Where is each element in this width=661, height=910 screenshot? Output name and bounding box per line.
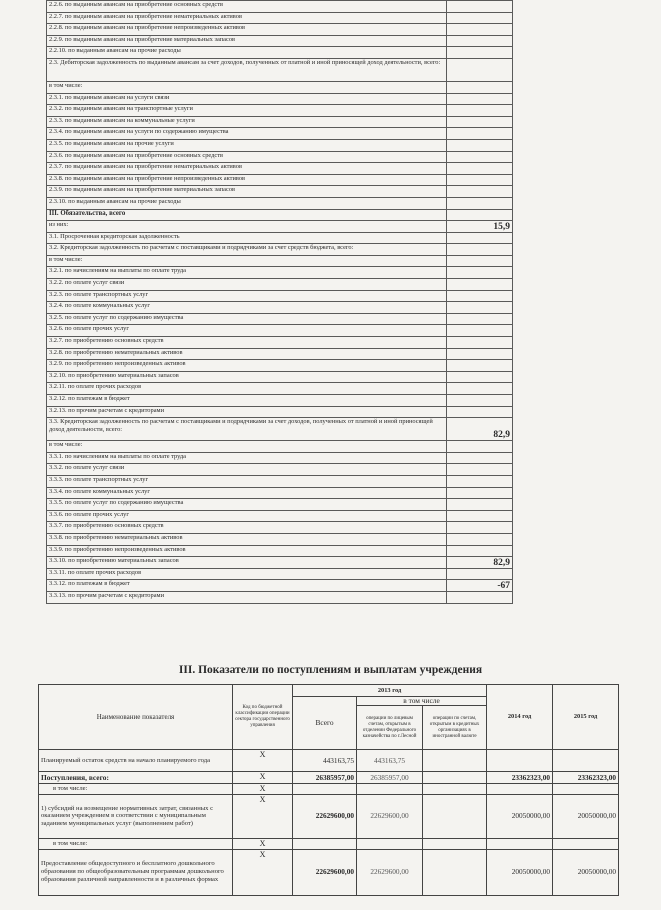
table-row [47,557,513,569]
table-row [39,794,619,838]
row-value [447,360,513,372]
row-credit-accounts [423,784,487,795]
row-value [447,395,513,407]
row-total: 26385957,00 [293,772,357,784]
row-credit-accounts [423,772,487,784]
table-row [47,475,513,487]
row-2015: 23362323,00 [553,772,619,784]
row-credit-accounts [423,849,487,895]
row-value: 82,9 [447,557,513,569]
row-value [447,348,513,360]
row-value [447,1,513,13]
row-label: 3.3.9. по приобретению непроизведенных активов [47,545,447,557]
row-label: 3.3.6. по оплате прочих услуг [47,510,447,522]
row-label: Предоставление общедоступного и бесплатного дошкольного образования по общеобразовательным программам дошкольного образования различной направленности и в различных формах [39,849,233,895]
row-value [447,487,513,499]
row-total: 22629600,00 [293,849,357,895]
row-label: 2.3.2. по выданным авансам на транспортные услуги [47,105,447,117]
row-value [447,174,513,186]
row-label: 1) субсидий на возмещение нормативных затрат, связанных с оказанием учреждением в соответствии с муниципальным заданием муниципальных услуг (выполнением работ) [39,794,233,838]
row-value [447,232,513,244]
row-value [447,24,513,36]
table-row [47,35,513,47]
row-label: 3.2.4. по оплате коммунальных услуг [47,302,447,314]
row-label: 2.3.4. по выданным авансам на услуги по содержанию имущества [47,128,447,140]
header-year-2014: 2014 год [487,685,553,750]
table-row [47,290,513,302]
table-row [39,784,619,795]
row-label: 2.3.9. по выданным авансам на приобретение материальных запасов [47,186,447,198]
table-row [47,452,513,464]
table-row [47,568,513,580]
row-label: Планируемый остаток средств на начало планируемого года [39,750,233,772]
table-row [47,163,513,175]
table-row [47,221,513,233]
row-value: 82,9 [447,418,513,441]
row-label: 3.3.5. по оплате услуг по содержанию имущества [47,499,447,511]
header-name: Наименование показателя [39,685,233,750]
row-2014 [487,750,553,772]
row-label: в том числе: [39,784,233,795]
row-value [447,139,513,151]
table-row [47,255,513,267]
row-label: в том числе: [39,838,233,849]
row-label: 2.3.7. по выданным авансам на приобретение нематериальных активов [47,163,447,175]
table-row [47,267,513,279]
table-row [47,510,513,522]
table-row [47,395,513,407]
row-label: 3.3.10. по приобретению материальных запасов [47,557,447,569]
row-value [447,313,513,325]
row-label: в том числе: [47,81,447,93]
row-value [447,35,513,47]
row-label: 3.2.7. по приобретению основных средств [47,337,447,349]
row-value [447,81,513,93]
row-credit-accounts [423,794,487,838]
row-label: в том числе: [47,255,447,267]
row-total: 22629600,00 [293,794,357,838]
row-value [447,209,513,221]
row-personal-accounts: 22629600,00 [357,849,423,895]
row-label: 3.3.11. по оплате прочих расходов [47,568,447,580]
row-2014 [487,838,553,849]
row-value [447,568,513,580]
row-label: 3.2.3. по оплате транспортных услуг [47,290,447,302]
table-row [47,1,513,13]
row-code: X [233,838,293,849]
table-row [47,337,513,349]
table-row [39,849,619,895]
row-label: 2.3.1. по выданным авансам на услуги связи [47,93,447,105]
row-2015: 20050000,00 [553,794,619,838]
table-row [47,197,513,209]
header-personal-accounts: операции по лицевым счетам, открытым в отделении Федерального казначейства по г.Лесной [357,706,423,750]
row-value [447,533,513,545]
row-total: 443163,75 [293,750,357,772]
row-code: X [233,794,293,838]
row-total [293,838,357,849]
table-row [47,464,513,476]
table-row [47,24,513,36]
table-row [47,47,513,59]
row-value [447,591,513,603]
row-value [447,186,513,198]
row-value [447,47,513,59]
header-including: в том числе [357,697,487,706]
row-2014 [487,784,553,795]
row-value [447,290,513,302]
row-code: X [233,750,293,772]
table-row [47,151,513,163]
row-label: 2.3.5. по выданным авансам на прочие услуги [47,139,447,151]
row-code: X [233,784,293,795]
header-year-2015: 2015 год [553,685,619,750]
row-label: 3.3.8. по приобретению нематериальных активов [47,533,447,545]
row-label: 2.2.7. по выданным авансам на приобретение нематериальных активов [47,12,447,24]
table-row [47,580,513,592]
table-row [39,750,619,772]
row-2015 [553,750,619,772]
table-row [47,174,513,186]
table-row [47,325,513,337]
row-value [447,510,513,522]
row-label: 3.2.11. по оплате прочих расходов [47,383,447,395]
row-label: 3.2.1. по начислениям на выплаты по оплате труда [47,267,447,279]
row-label: 3.3.4. по оплате коммунальных услуг [47,487,447,499]
row-label: 3.3.2. по оплате услуг связи [47,464,447,476]
row-2014: 20050000,00 [487,849,553,895]
section-title: III. Показатели по поступлениям и выплатам учреждения [178,664,483,676]
row-label: 3.2.9. по приобретению непроизведенных активов [47,360,447,372]
row-label: 3.2.12. по платежам в бюджет [47,395,447,407]
row-personal-accounts [357,784,423,795]
row-value [447,464,513,476]
receipts-payments-table [38,684,619,896]
table-row [47,116,513,128]
row-2015 [553,784,619,795]
row-value [447,441,513,453]
row-2014: 20050000,00 [487,794,553,838]
row-value [447,325,513,337]
row-value [447,499,513,511]
table-row [47,244,513,256]
table-row [47,522,513,534]
table-row [47,487,513,499]
row-label: 2.3. Дебиторская задолженность по выданным авансам за счет доходов, полученных от платной и иной приносящей доход деятельности, всего: [47,58,447,81]
row-2014: 23362323,00 [487,772,553,784]
row-value [447,255,513,267]
row-label: 3.2. Кредиторская задолженность по расчетам с поставщиками и подрядчиками за счет средств бюджета, всего: [47,244,447,256]
row-label: 3.3.7. по приобретению основных средств [47,522,447,534]
row-label: 2.3.8. по выданным авансам на приобретение непроизведенных активов [47,174,447,186]
header-code: Код по бюджетной классификации операции сектора государственного управления [233,685,293,750]
table-row [47,441,513,453]
table-row [47,12,513,24]
row-value [447,105,513,117]
table-row [47,186,513,198]
row-label: 3.2.10. по приобретению материальных запасов [47,371,447,383]
row-label: 2.2.10. по выданным авансам на прочие расходы [47,47,447,59]
row-2015 [553,838,619,849]
table-row [47,93,513,105]
row-value [447,475,513,487]
table-row [47,139,513,151]
row-label: 3.2.13. по прочим расчетам с кредиторами [47,406,447,418]
row-code: X [233,849,293,895]
row-2015: 20050000,00 [553,849,619,895]
table-row [47,371,513,383]
row-label: 3.3.3. по оплате транспортных услуг [47,475,447,487]
row-value [447,12,513,24]
table-row [47,232,513,244]
row-label: Поступления, всего: [39,772,233,784]
row-value [447,244,513,256]
table-row [47,545,513,557]
table-row [47,58,513,81]
row-value [447,163,513,175]
table-row [47,591,513,603]
table-row [47,406,513,418]
row-value [447,302,513,314]
row-label: 2.2.8. по выданным авансам на приобретение непроизведенных активов [47,24,447,36]
row-value [447,279,513,291]
row-label: 3.2.2. по оплате услуг связи [47,279,447,291]
table-row [47,499,513,511]
row-label: 3.3.13. по прочим расчетам с кредиторами [47,591,447,603]
row-total [293,784,357,795]
table-row [39,772,619,784]
table-row [47,383,513,395]
table-row [47,533,513,545]
row-label: 2.3.6. по выданным авансам на приобретение основных средств [47,151,447,163]
row-label: 2.3.3. по выданным авансам на коммунальные услуги [47,116,447,128]
row-value [447,371,513,383]
header-year-2013: 2013 год [293,685,487,697]
row-value [447,58,513,81]
row-value: 15,9 [447,221,513,233]
row-value [447,267,513,279]
row-value [447,116,513,128]
row-label: 2.2.6. по выданным авансам на приобретение основных средств [47,1,447,13]
row-value [447,128,513,140]
table-row [47,128,513,140]
row-value [447,545,513,557]
row-label: 3.1. Просроченная кредиторская задолженность [47,232,447,244]
row-value [447,151,513,163]
row-label: 3.3.12. по платежам в бюджет [47,580,447,592]
table-row [39,838,619,849]
row-personal-accounts: 22629600,00 [357,794,423,838]
row-value [447,522,513,534]
row-credit-accounts [423,838,487,849]
table-row [47,81,513,93]
table-row [47,105,513,117]
row-credit-accounts [423,750,487,772]
row-code: X [233,772,293,784]
row-value [447,93,513,105]
table-row [47,418,513,441]
table-row [47,279,513,291]
row-label: 3.3.1. по начислениям на выплаты по оплате труда [47,452,447,464]
row-label: 2.2.9. по выданным авансам на приобретение материальных запасов [47,35,447,47]
table-row [47,360,513,372]
row-value [447,197,513,209]
row-personal-accounts: 26385957,00 [357,772,423,784]
header-credit-accounts: операции по счетам, открытым в кредитных организациях в иностранной валюте [423,706,487,750]
table-row [47,313,513,325]
row-value [447,452,513,464]
row-personal-accounts [357,838,423,849]
row-label: III. Обязательства, всего [47,209,447,221]
header-total: Всего [293,697,357,750]
row-personal-accounts: 443163,75 [357,750,423,772]
row-label: 2.3.10. по выданным авансам на прочие расходы [47,197,447,209]
table-row [47,348,513,360]
row-value [447,383,513,395]
row-label: из них: [47,221,447,233]
row-label: 3.2.6. по оплате прочих услуг [47,325,447,337]
row-value [447,337,513,349]
row-value: -67 [447,580,513,592]
table-row [47,302,513,314]
row-label: 3.3. Кредиторская задолженность по расчетам с поставщиками и подрядчиками за счет доходов, полученных от платной и иной приносящей доход деятельности, всего: [47,418,447,441]
row-label: 3.2.5. по оплате услуг по содержанию имущества [47,313,447,325]
table-row [47,209,513,221]
liabilities-table [46,0,513,604]
row-label: 3.2.8. по приобретению нематериальных активов [47,348,447,360]
row-value [447,406,513,418]
row-label: в том числе: [47,441,447,453]
